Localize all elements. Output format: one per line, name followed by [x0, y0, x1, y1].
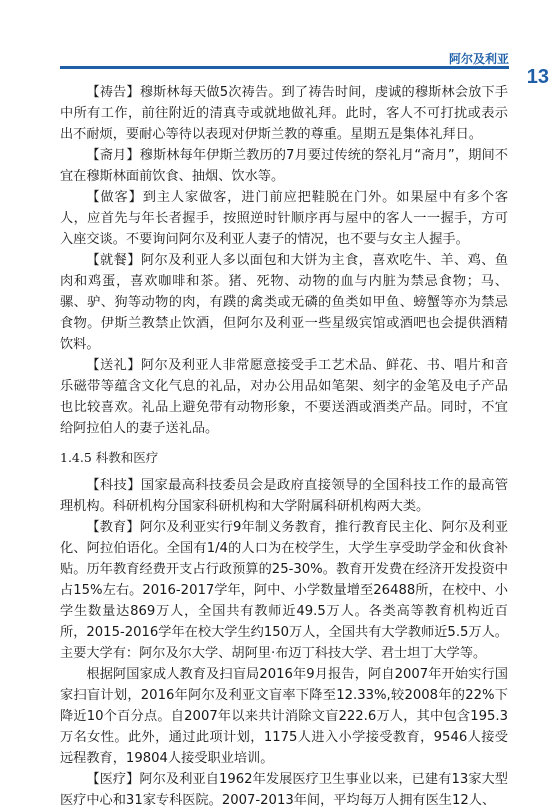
page-number: 13: [526, 66, 549, 88]
literacy-text: 根据阿国家成人教育及扫盲局2016年9月报告，阿自2007年开始实行国家扫盲计划，2016年阿尔及利亚文盲率下降至12.33%,较2008年的22%下降近10个百分点。自2007年以来共计消除文盲222.6万人，其中包含195.3万名女性。此外，通过此项计划，1175人进入小学接受教育，9546人接受远程教育，19804人接受职业培训。: [60, 667, 508, 766]
education-text: 阿尔及利亚实行9年制义务教育，推行教育民主化、阿尔及利亚化、阿拉伯语化。全国有1/4的人口为在校学生，大学生享受助学金和伙食补贴。历年教育经费开支占行政预算的25-30%。教育开发费在经济开发投资中占15%左右。2016-2017学年，阿中、小学数量增至26488所，在校中、小学生数量达869万人，全国共有教师近49.5万人。各类高等教育机构近百所，2015-2016学年在校大学生约150万人，全国共有大学教师近5.5万人。主要大学有：阿尔及尔大学、胡阿里·布迈丁科技大学、君士坦丁大学等。: [60, 520, 509, 661]
paragraph-dining: [60, 250, 508, 355]
visiting-tag: 【做客】: [86, 190, 143, 205]
ramadan-text: 穆斯林每年伊斯兰教历的7月要过传统的祭礼月“斋月”，期间不宜在穆斯林面前饮食、抽烟、饮水等。: [60, 148, 508, 184]
section-heading: 1.4.5 科教和医疗: [60, 450, 159, 465]
gifts-tag: 【送礼】: [86, 358, 141, 373]
paragraph-visiting: [60, 187, 508, 250]
dining-text: 阿尔及利亚人多以面包和大饼为主食，喜欢吃牛、羊、鸡、鱼肉和鸡蛋，喜欢咖啡和茶。猪、死物、动物的血与内脏为禁忌食物；马、骡、驴、狗等动物的肉，有蹼的禽类或无磷的鱼类如甲鱼、螃蟹等亦为禁忌食物。伊斯兰教禁止饮酒，但阿尔及利亚一些星级宾馆或酒吧也会提供酒精饮料。: [60, 253, 509, 352]
header-rule: [60, 66, 509, 69]
prayer-tag: 【祷告】: [86, 85, 140, 100]
medical-text: 阿尔及利亚自1962年发展医疗卫生事业以来，已建有13家大型医疗中心和31家专科医院。2007-2013年间，平均每万人拥有医生12人、: [60, 772, 508, 808]
gifts-text: 阿尔及利亚人非常愿意接受手工艺术品、鲜花、书、唱片和音乐磁带等蕴含文化气息的礼品，对办公用品如笔架、刻字的金笔及电子产品也比较喜欢。礼品上避免带有动物形象，不要送酒或酒类产品。同时，不宜给阿拉伯人的妻子送礼品。: [60, 358, 509, 436]
education-tag: 【教育】: [86, 520, 140, 535]
dining-tag: 【就餐】: [86, 253, 141, 268]
paragraph-education: [60, 517, 508, 664]
paragraph-medical: [60, 769, 508, 811]
paragraph-ramadan: [60, 145, 508, 187]
paragraph-literacy: [60, 664, 508, 769]
paragraph-prayer: [60, 82, 508, 145]
ramadan-tag: 【斋月】: [86, 148, 140, 163]
running-header-label: 阿尔及利亚: [448, 52, 509, 66]
medical-tag: 【医疗】: [86, 772, 140, 787]
visiting-text: 到主人家做客，进门前应把鞋脱在门外。如果屋中有多个客人，应首先与年长者握手，按照逆时针顺序再与屋中的客人一一握手，方可入座交谈。不要询问阿尔及利亚人妻子的情况，也不要与女主人握手。: [60, 190, 509, 247]
page-body: [60, 82, 508, 811]
science-tag: 【科技】: [86, 478, 141, 493]
prayer-text: 穆斯林每天做5次祷告。到了祷告时间，虔诚的穆斯林会放下手中所有工作，前往附近的清真寺或就地做礼拜。此时，客人不可打扰或表示出不耐烦，要耐心等待以表现对伊斯兰教的尊重。星期五是集体礼拜日。: [60, 85, 509, 142]
science-text: 国家最高科技委员会是政府直接领导的全国科技工作的最高管理机构。科研机构分国家科研机构和大学附属科研机构两大类。: [60, 478, 509, 514]
paragraph-science: [60, 475, 508, 517]
paragraph-gifts: [60, 355, 508, 439]
